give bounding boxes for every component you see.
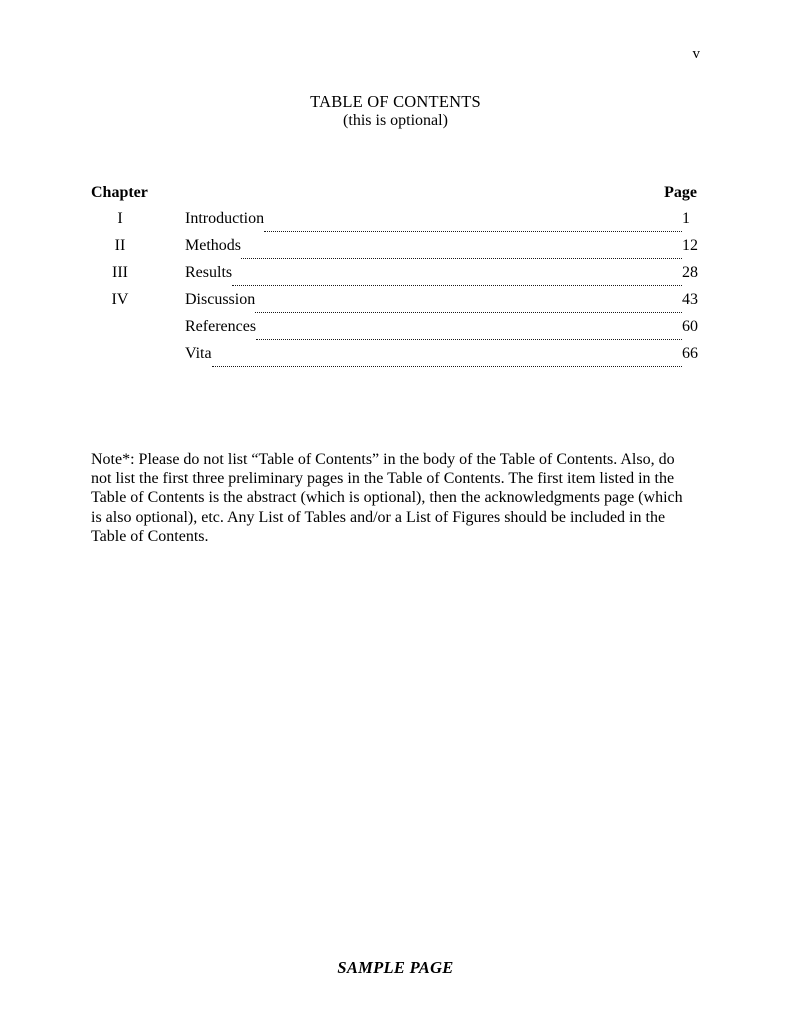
page-folio-number: v	[692, 46, 700, 62]
toc-row[interactable]	[91, 317, 700, 344]
toc-page-number: 1	[682, 210, 690, 227]
toc-entry-label: Introduction	[185, 210, 265, 227]
toc-chapter-numeral: II	[114, 237, 126, 254]
toc-dot-leader	[256, 326, 682, 340]
page-subtitle: (this is optional)	[343, 112, 448, 129]
column-header-chapter: Chapter	[91, 184, 148, 201]
toc-chapter-numeral: III	[112, 264, 128, 281]
note-paragraph: Note*: Please do not list “Table of Contents” in the body of the Table of Contents. Also, do not list the first three preliminary pages in the Table of Contents. The first item listed in the Table of Contents is the abstract (which is optional), then the acknowledgments page (which is also optional), etc. Any List of Tables and/or a List of Figures should be included in the Table of Contents.	[91, 451, 683, 545]
toc-row[interactable]	[91, 236, 700, 263]
toc-entry-label: Methods	[185, 237, 241, 254]
toc-dot-leader	[255, 299, 682, 313]
toc-row[interactable]	[91, 290, 700, 317]
toc-row[interactable]	[91, 263, 700, 290]
page-title: TABLE OF CONTENTS	[310, 92, 481, 111]
toc-page-number: 12	[682, 237, 698, 254]
toc-entry-label: Results	[185, 264, 233, 281]
toc-dot-leader	[241, 245, 682, 259]
toc-chapter-numeral: IV	[111, 291, 129, 308]
toc-chapter-numeral: I	[117, 210, 123, 227]
toc-row[interactable]	[91, 209, 700, 236]
page-footer: SAMPLE PAGE	[337, 958, 454, 977]
toc-row[interactable]	[91, 344, 700, 371]
column-header-page: Page	[664, 184, 697, 201]
toc-dot-leader	[264, 218, 682, 232]
toc-entry-label: Discussion	[185, 291, 256, 308]
toc-entry-label: References	[185, 318, 257, 335]
toc-page-number: 28	[682, 264, 698, 281]
title-block	[0, 92, 791, 130]
toc-page-number: 60	[682, 318, 698, 335]
toc-dot-leader	[232, 272, 682, 286]
table-of-contents-list	[91, 209, 700, 371]
toc-page-number: 66	[682, 345, 698, 362]
toc-dot-leader	[212, 353, 682, 367]
toc-page-number: 43	[682, 291, 698, 308]
toc-entry-label: Vita	[185, 345, 212, 362]
